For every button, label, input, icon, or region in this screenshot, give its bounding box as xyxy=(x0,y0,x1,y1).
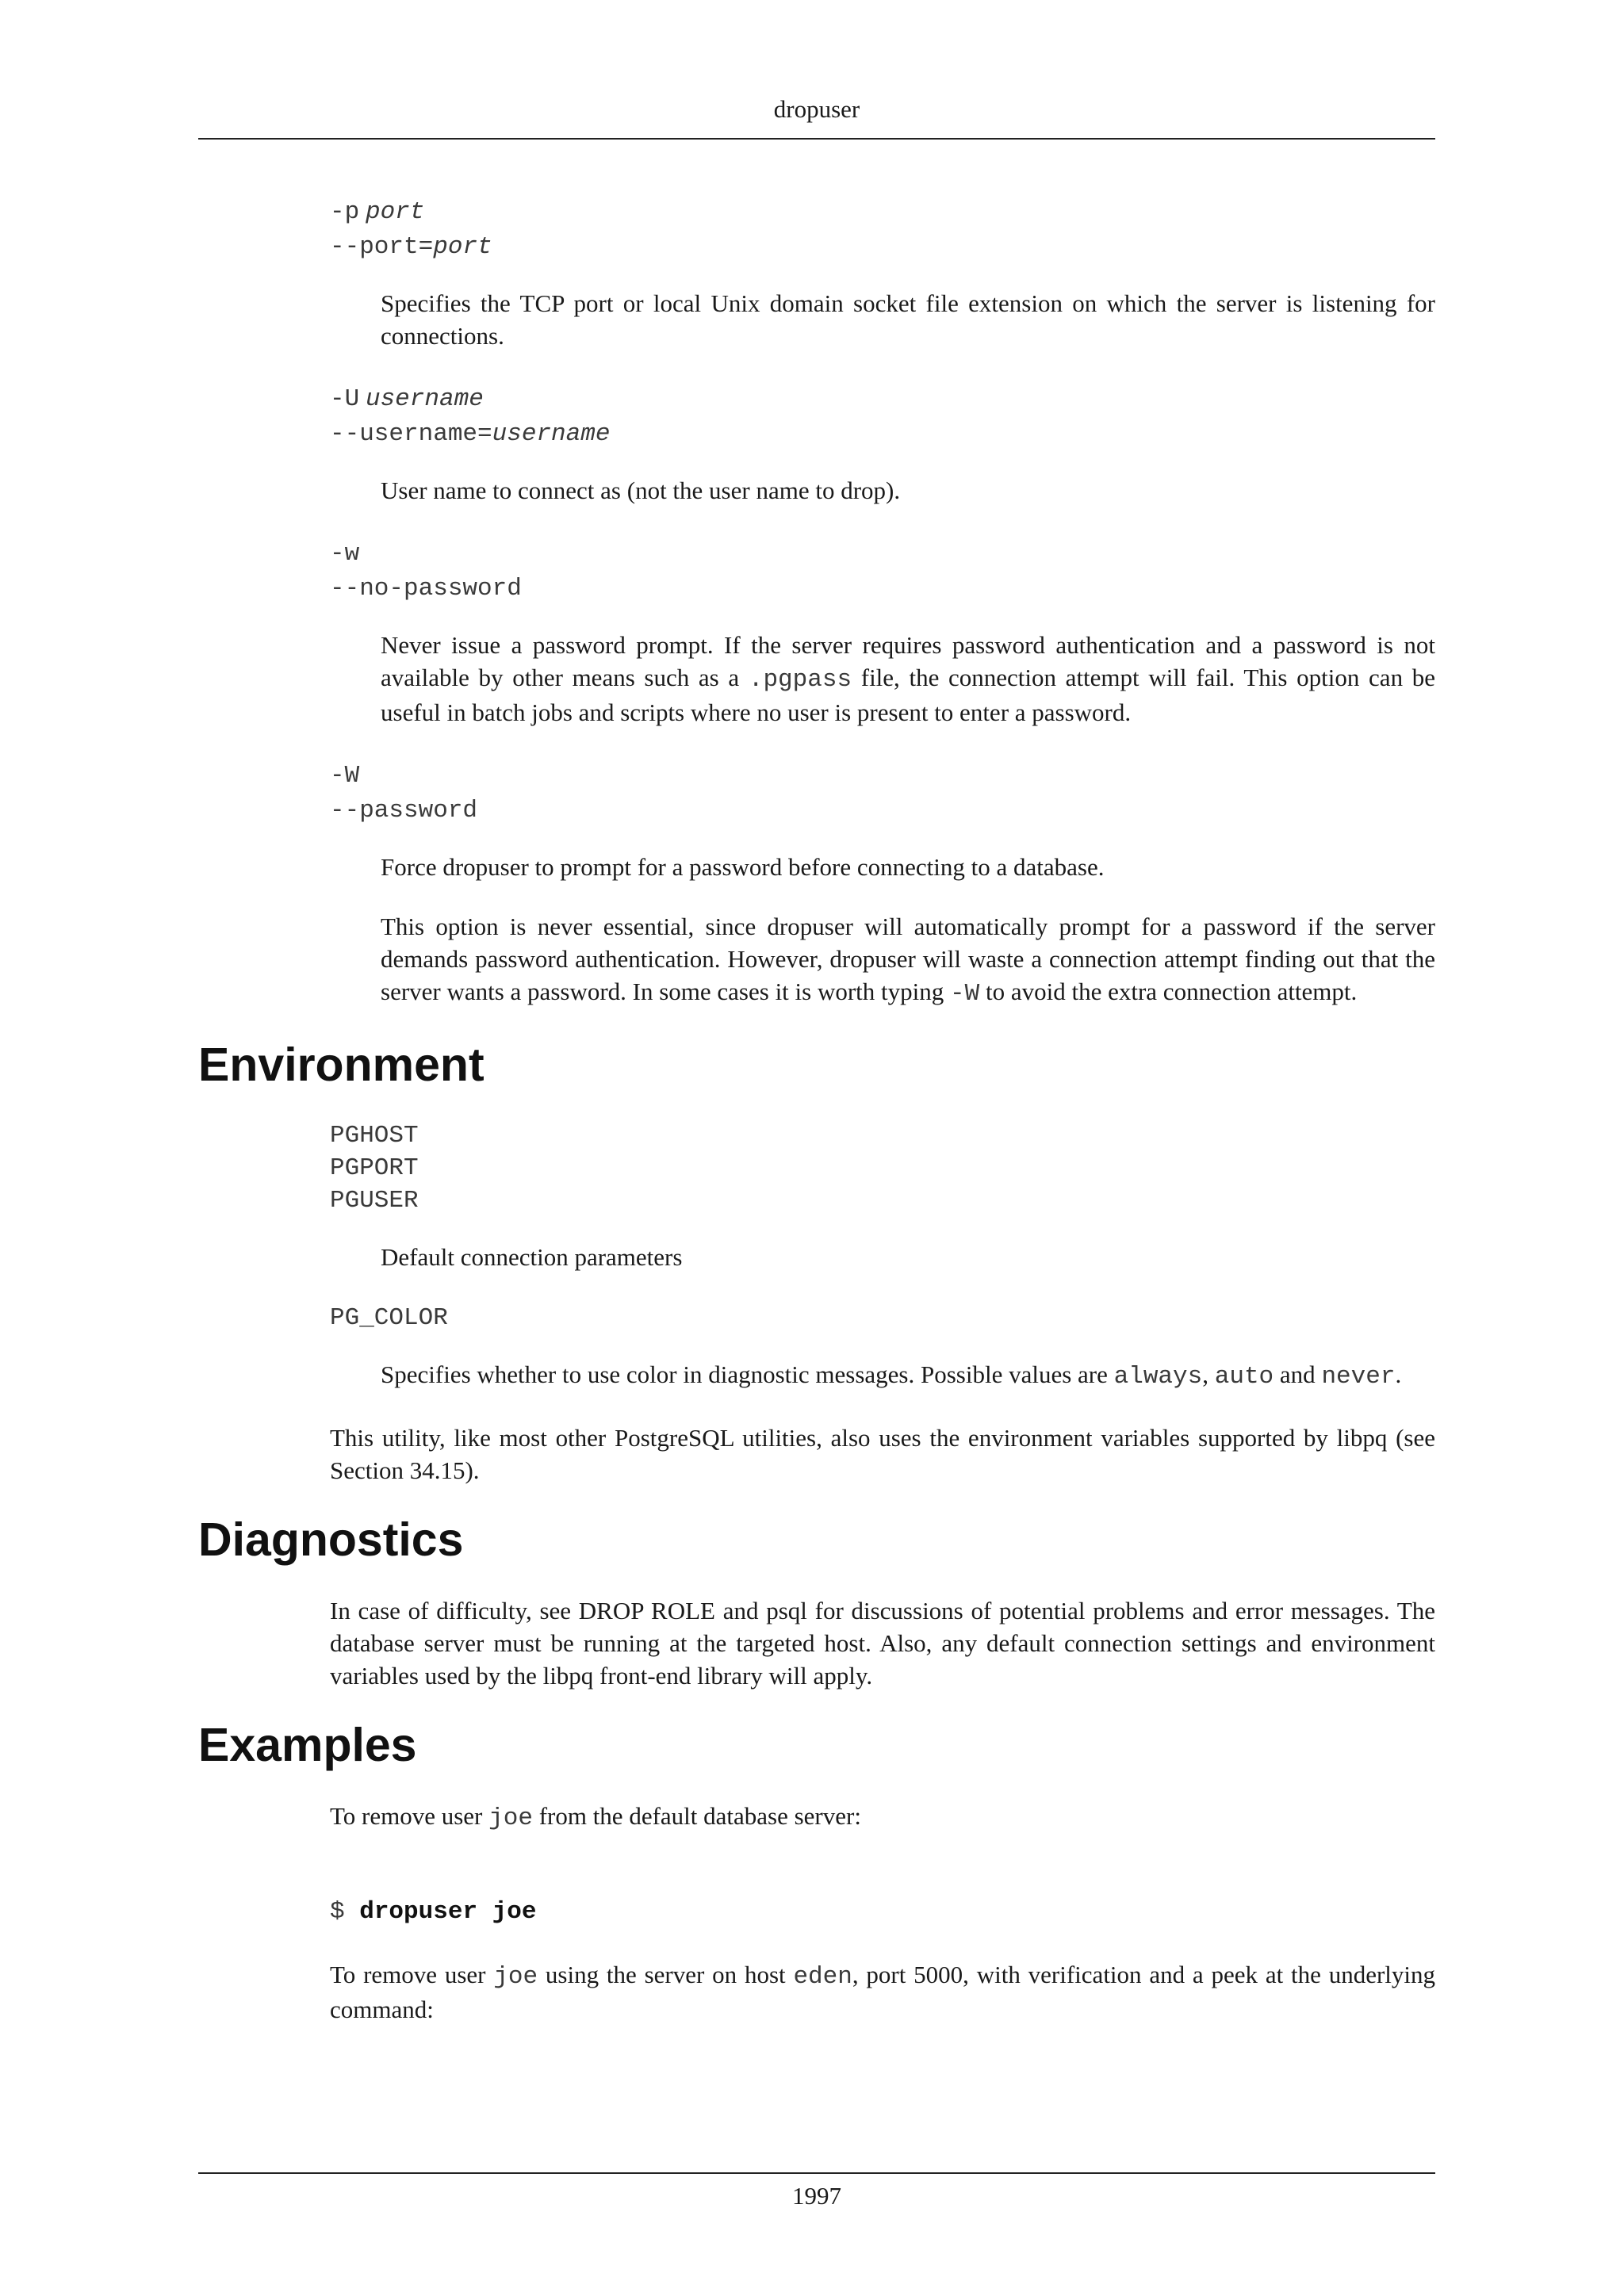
option-long-arg: port xyxy=(433,233,492,261)
env-var: PG_COLOR xyxy=(330,1304,448,1332)
option-no-password-term xyxy=(330,535,1435,605)
option-short-arg: username xyxy=(365,385,484,413)
example-intro-2: To remove user joe using the server on host eden, port 5000, with verification and a peek at the underlying command: xyxy=(330,1961,1435,2023)
pg-color-term xyxy=(330,1302,1435,1334)
footer-rule xyxy=(198,2172,1435,2174)
inline-code: joe xyxy=(493,1963,538,1991)
env-var: PGHOST xyxy=(330,1122,419,1150)
env-vars-term xyxy=(330,1119,1435,1217)
option-long: --password xyxy=(330,797,478,825)
shell-prompt: $ xyxy=(330,1898,360,1926)
option-short: -w xyxy=(330,540,360,568)
inline-code: auto xyxy=(1214,1363,1274,1391)
command-text: dropuser joe xyxy=(359,1898,537,1926)
inline-code: -W xyxy=(950,980,980,1008)
inline-code: .pgpass xyxy=(748,666,852,694)
option-long: --no-password xyxy=(330,575,522,603)
inline-code: eden xyxy=(793,1963,852,1991)
inline-code: always xyxy=(1113,1363,1203,1391)
environment-note: This utility, like most other PostgreSQL utilities, also uses the environment variables supported by libpq (see Section 34.15). xyxy=(330,1424,1435,1484)
section-title-diagnostics: Diagnostics xyxy=(198,1513,464,1566)
diagnostics-text: In case of difficulty, see DROP ROLE and psql for discussions of potential problems and error messages. The database server must be running at the targeted host. Also, any default connection settings and environment variables used by the libpq front-end library will apply. xyxy=(330,1597,1435,1689)
option-no-password-desc xyxy=(381,629,1435,729)
description-text: Specifies the TCP port or local Unix domain socket file extension on which the server is listening for connections. xyxy=(381,289,1435,350)
option-long-arg: username xyxy=(492,420,611,448)
option-password-term xyxy=(330,757,1435,827)
option-short-arg: port xyxy=(365,198,425,226)
option-short: -p xyxy=(330,198,360,226)
option-username-term xyxy=(330,381,1435,450)
env-var: PGPORT xyxy=(330,1154,419,1182)
option-short: -W xyxy=(330,762,360,790)
option-short: -U xyxy=(330,385,360,413)
description-text: Default connection parameters xyxy=(381,1243,683,1271)
inline-code: never xyxy=(1321,1363,1396,1391)
env-var: PGUSER xyxy=(330,1187,419,1215)
description-text: Never issue a password prompt. If the server requires password authentication and a password is not available by other means such as a .pgpass file, the connection attempt will fail. This option can be useful in batch jobs and scripts where no user is present to enter a password. xyxy=(381,631,1435,726)
pg-color-desc xyxy=(381,1358,1435,1393)
option-long: --port= xyxy=(330,233,434,261)
section-title-environment: Environment xyxy=(198,1039,485,1091)
option-username-desc xyxy=(381,474,1435,507)
description-text: Force dropuser to prompt for a password before connecting to a database. xyxy=(381,853,1105,881)
option-port-desc xyxy=(381,287,1435,352)
running-header: dropuser xyxy=(773,95,860,123)
example-intro-1: To remove user joe from the default database server: xyxy=(330,1802,861,1832)
description-text: User name to connect as (not the user name to drop). xyxy=(381,476,901,504)
option-port-term xyxy=(330,193,1435,263)
header-rule xyxy=(198,138,1435,140)
inline-code: joe xyxy=(488,1804,533,1832)
option-long: --username= xyxy=(330,420,492,448)
description-text: Specifies whether to use color in diagnostic messages. Possible values are always, auto and never. xyxy=(381,1360,1402,1391)
page-content xyxy=(198,193,1435,2053)
option-password-desc xyxy=(381,851,1435,1010)
env-vars-desc xyxy=(381,1241,1435,1273)
section-title-examples: Examples xyxy=(198,1719,417,1771)
description-text: This option is never essential, since dropuser will automatically prompt for a password if the server demands password authentication. However, dropuser will waste a connection attempt finding out that the server wants a password. In some cases it is worth typing -W to avoid the extra connection attempt. xyxy=(381,913,1435,1008)
example-command xyxy=(330,1893,1435,1928)
page-number: 1997 xyxy=(792,2182,841,2210)
